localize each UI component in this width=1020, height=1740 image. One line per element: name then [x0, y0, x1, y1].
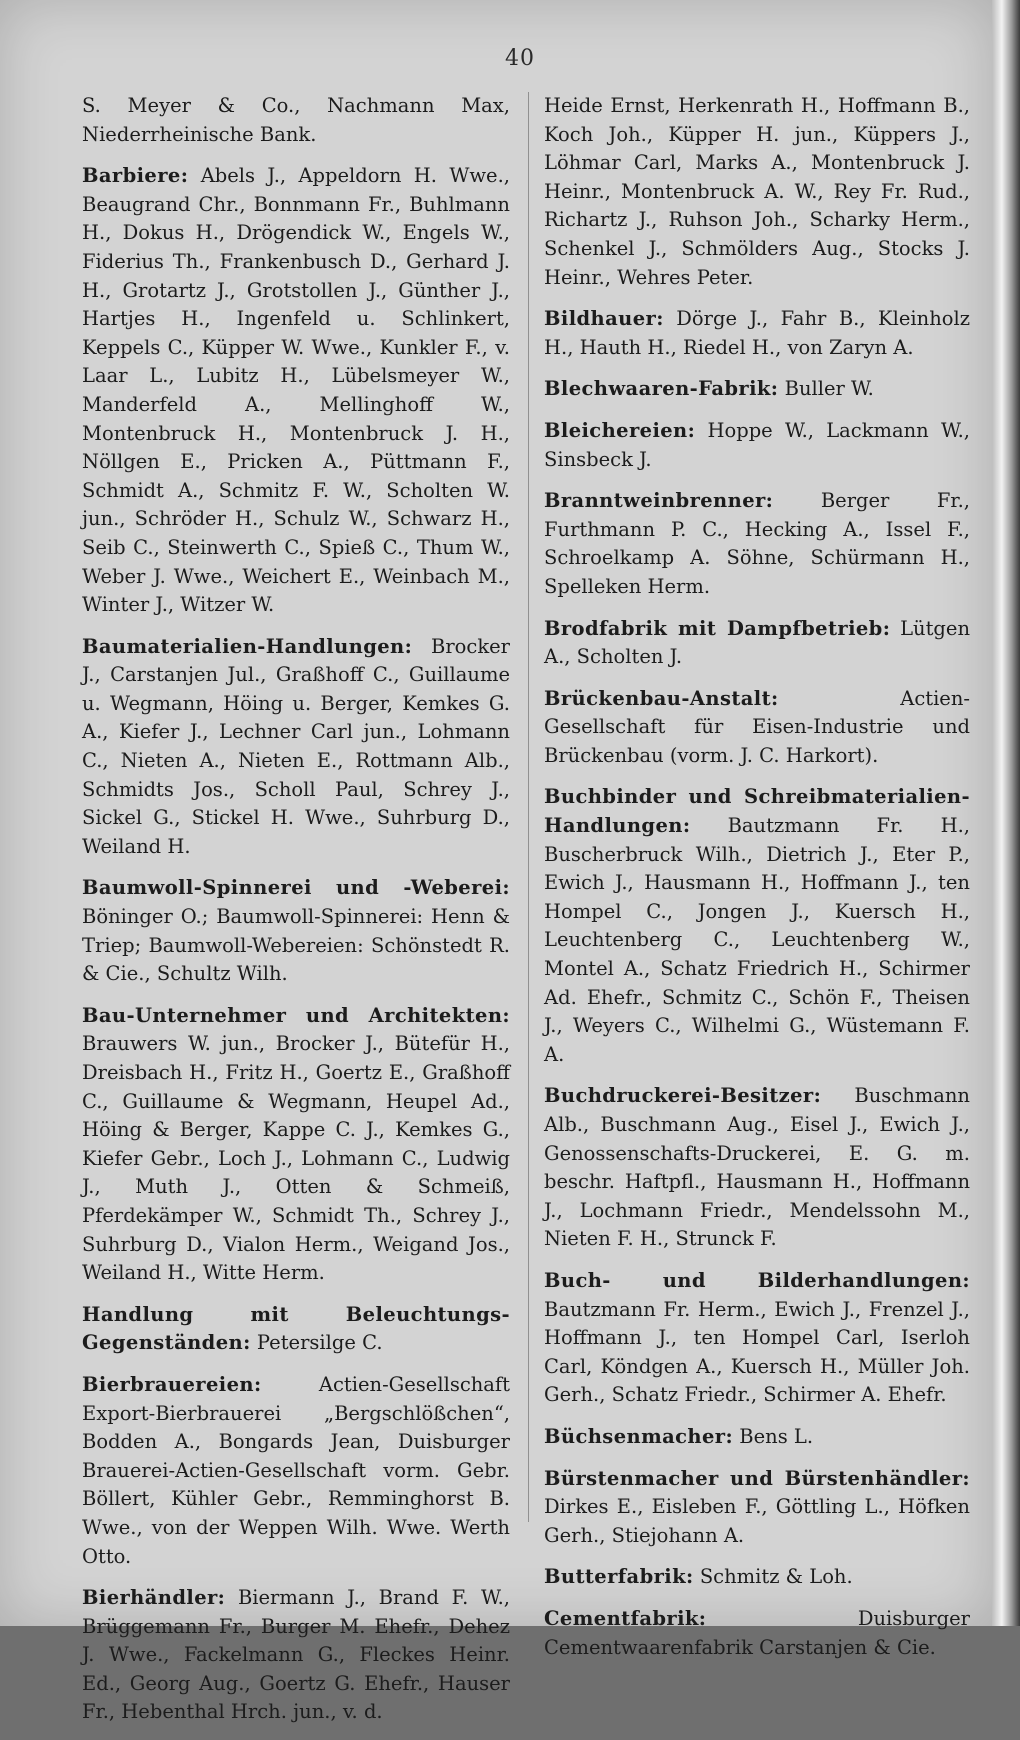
directory-entry [544, 1605, 970, 1662]
entry-text: Duisburger Cementwaarenfabrik Carstanjen & Cie. [544, 1606, 970, 1659]
directory-entry [82, 1371, 510, 1571]
directory-entry [544, 1082, 970, 1254]
entry-heading: Büchsenmacher: [544, 1424, 734, 1448]
directory-entry [544, 1423, 970, 1452]
entry-heading: Baumaterialien-Handlungen: [82, 634, 413, 658]
entry-heading: Brückenbau-Anstalt: [544, 686, 779, 710]
right-column [544, 92, 970, 1675]
entry-text: Biermann J., Brand F. W., Brüggemann Fr., Burger M. Ehefr., Dehez J. Wwe., Fackelmann G., Fleckes Heinr. Ed., Georg Aug., Goertz G. Ehefr., Hauser Fr., Hebenthal Hrch. jun., v. d. [82, 1586, 511, 1724]
directory-entry [82, 1301, 510, 1358]
directory-entry [544, 615, 970, 672]
entry-heading: Bildhauer: [544, 307, 664, 331]
directory-entry [544, 305, 970, 362]
entry-heading: Buchbinder und Schreibmaterialien-Handlungen: [544, 785, 970, 838]
directory-entry [544, 1563, 970, 1592]
column-divider [528, 92, 529, 1522]
entry-text: S. Meyer & Co., Nachmann Max, Niederrheinische Bank. [82, 94, 510, 146]
entry-text: Brocker J., Carstanjen Jul., Graßhoff C., Guillaume u. Wegmann, Höing u. Berger, Kemkes G. A., Kiefer J., Lechner Carl jun., Lohmann C., Nieten A., Nieten E., Rottmann Alb., Schmidts Jos., Scholl Paul, Schrey J., Sickel G., Stickel H. Wwe., Suhrburg D., Weiland H. [82, 634, 510, 858]
entry-text: Berger Fr., Furthmann P. C., Hecking A., Issel F., Schroelkamp A. Söhne, Schürmann H., Spelleken Herm. [544, 489, 971, 598]
directory-entry [544, 783, 970, 1069]
entry-heading: Baumwoll-Spinnerei und -Weberei: [82, 876, 510, 900]
directory-entry [82, 874, 510, 988]
directory-entry [82, 162, 510, 620]
entry-heading: Bierhändler: [82, 1586, 226, 1610]
entry-text: Böninger O.; Baumwoll-Spinnerei: Henn & Triep; Baumwoll-Webereien: Schönstedt R. & Cie., Schultz Wilh. [82, 905, 510, 986]
entry-heading: Bürstenmacher und Bürstenhändler: [544, 1466, 970, 1490]
entry-heading: Blechwaaren-Fabrik: [544, 377, 779, 401]
entry-heading: Handlung mit Beleuchtungs-Gegenständen: [82, 1302, 510, 1355]
entry-heading: Bau-Unternehmer und Architekten: [82, 1003, 510, 1027]
entry-heading: Barbiere: [82, 164, 189, 188]
entry-text: Heide Ernst, Herkenrath H., Hoffmann B., Koch Joh., Küpper H. jun., Küppers J., Löhmar Carl, Marks A., Montenbruck J. Heinr., Montenbruck A. W., Rey Fr. Rud., Richartz J., Ruhson Joh., Scharky Herm., Schenkel J., Schmölders Aug., Stocks J. Heinr., Wehres Peter. [544, 94, 970, 289]
entry-text: Bautzmann Fr. H., Buscherbruck Wilh., Dietrich J., Eter P., Ewich J., Hausmann H., Hoffmann J., ten Hompel C., Jongen J., Kuersch H., Leuchtenberg C., Leuchtenberg W., Montel A., Schatz Friedrich H., Schirmer Ad. Ehefr., Schmitz C., Schön F., Theisen J., Weyers C., Wilhelmi G., Wüstemann F. A. [544, 814, 970, 1066]
entry-heading: Bleichereien: [544, 418, 696, 442]
entry-text: Lütgen A., Scholten J. [544, 616, 971, 669]
directory-entry [82, 1584, 510, 1727]
left-column [82, 92, 510, 1740]
entry-text: Dörge J., Fahr B., Kleinholz H., Hauth H., Riedel H., von Zaryn A. [544, 307, 970, 359]
directory-entry [544, 417, 970, 474]
directory-entry [544, 92, 970, 292]
entry-heading: Buchdruckerei-Besitzer: [544, 1084, 822, 1108]
entry-heading: Brodfabrik mit Dampfbetrieb: [544, 616, 891, 640]
entry-text: Bautzmann Fr. Herm., Ewich J., Frenzel J., Hoffmann J., ten Hompel Carl, Iserloh Carl, Köndgen A., Kuersch H., Müller Joh. Gerh., Schatz Friedr., Schirmer A. Ehefr. [544, 1297, 970, 1407]
directory-entry [544, 685, 970, 771]
entry-text: Brauwers W. jun., Brocker J., Bütefür H., Dreisbach H., Fritz H., Goertz E., Graßhoff C., Guillaume & Wegmann, Heupel Ad., Höing & Berger, Kappe C. J., Kemkes G., Kiefer Gebr., Loch J., Lohmann C., Ludwig J., Muth J., Otten & Schmeiß, Pferdekämper W., Schmidt Th., Schrey J., Suhrburg D., Vialon Herm., Weigand Jos., Weiland H., Witte Herm. [82, 1032, 510, 1285]
entry-text: Actien-Gesellschaft für Eisen-Industrie und Brückenbau (vorm. J. C. Harkort). [544, 686, 970, 767]
entry-heading: Branntweinbrenner: [544, 489, 774, 513]
entry-text: Petersilge C. [256, 1331, 383, 1355]
directory-entry [544, 375, 970, 404]
entry-heading: Butterfabrik: [544, 1565, 694, 1589]
page-number: 40 [505, 46, 535, 71]
entry-heading: Buch- und Bilderhandlungen: [544, 1268, 970, 1292]
entry-text: Bens L. [739, 1424, 814, 1448]
entry-heading: Cementfabrik: [544, 1606, 707, 1630]
entry-text: Schmitz & Loh. [699, 1565, 853, 1589]
directory-entry [544, 1465, 970, 1551]
entry-text: Buller W. [784, 377, 874, 401]
directory-entry [82, 633, 510, 862]
entry-text: Hoppe W., Lackmann W., Sinsbeck J. [544, 418, 970, 471]
entry-text: Actien-Gesellschaft Export-Bierbrauerei „Bergschlößchen“, Bodden A., Bongards Jean, Duisburger Brauerei-Actien-Gesellschaft vorm. Gebr. Böllert, Kühler Gebr., Remminghorst B. Wwe., von der Weppen Wilh. Wwe. Werth Otto. [82, 1372, 510, 1568]
entry-text: Dirkes E., Eisleben F., Göttling L., Höfken Gerh., Stiejohann A. [544, 1495, 970, 1547]
directory-entry [82, 92, 510, 149]
directory-entry [82, 1002, 510, 1288]
entry-text: Abels J., Appeldorn H. Wwe., Beaugrand Chr., Bonnmann Fr., Buhlmann H., Dokus H., Drögendick W., Engels W., Fiderius Th., Frankenbusch D., Gerhard J. H., Grotartz J., Grotstollen J., Günther J., Hartjes H., Ingenfeld u. Schlinkert, Keppels C., Küpper W. Wwe., Kunkler F., v. Laar L., Lubitz H., Lübelsmeyer W., Manderfeld A., Mellinghoff W., Montenbruck H., Montenbruck J. H., Nöllgen E., Pricken A., Püttmann F., Schmidt A., Schmitz F. W., Scholten W. jun., Schröder H., Schulz W., Schwarz H., Seib C., Steinwerth C., Spieß C., Thum W., Weber J. Wwe., Weichert E., Weinbach M., Winter J., Witzer W. [82, 164, 510, 617]
directory-entry [544, 1267, 970, 1410]
entry-heading: Bierbrauereien: [82, 1372, 262, 1396]
entry-text: Buschmann Alb., Buschmann Aug., Eisel J., Ewich J., Genossenschafts-Druckerei, E. G. m. beschr. Haftpfl., Hausmann H., Hoffmann J., Lochmann Friedr., Mendelssohn M., Nieten F. H., Strunck F. [544, 1084, 970, 1251]
directory-entry [544, 487, 970, 601]
book-binding-edge [992, 0, 1020, 1626]
